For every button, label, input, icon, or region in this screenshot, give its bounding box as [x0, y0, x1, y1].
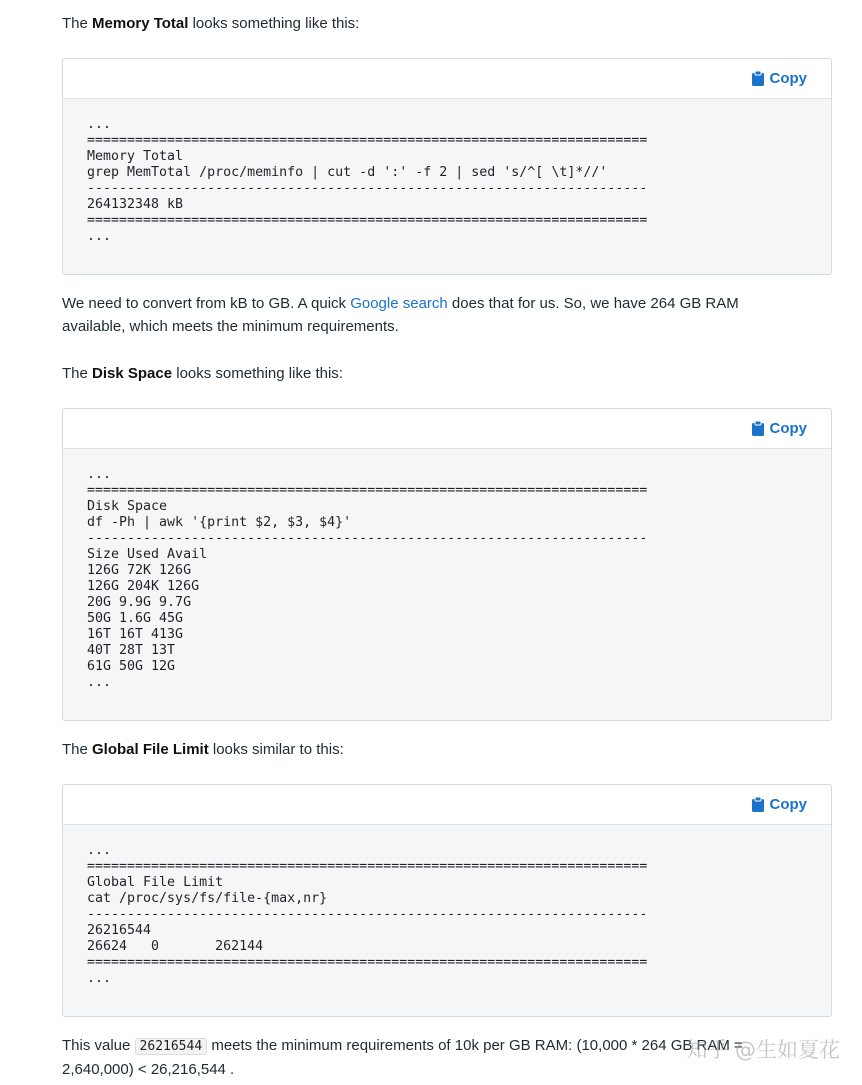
- memory-code-block: [62, 58, 832, 275]
- final-paragraph: This value 26216544 meets the minimum requirements of 10k per GB RAM: (10,000 * 264 GB RAM = 2,640,000) < 26,216,544 .: [62, 1037, 743, 1078]
- clipboard-icon: [752, 71, 764, 86]
- copy-label: Copy: [769, 420, 807, 437]
- disk-space-intro: The Disk Space looks something like this:: [62, 365, 343, 382]
- inline-code-value: 26216544: [135, 1038, 208, 1055]
- memory-total-intro: The Memory Total looks something like this:: [62, 15, 360, 32]
- code-disk-content: ... ====================================================================== Disk Space df -Ph | awk '{print $2, $3, $4}' ---------------------------------------------------------------------- Size Used Avail 126G 72K 126G 126G 204K 126G 20G 9.9G 9.7G 50G 1.6G 45G 16T 16T 413G 40T 28T 13T 61G 50G 12G ...: [87, 467, 648, 690]
- file-limit-intro: The Global File Limit looks similar to this:: [62, 741, 344, 758]
- code-toolbar: [63, 785, 831, 825]
- file-limit-term: Global File Limit: [92, 741, 209, 758]
- clipboard-icon: [752, 797, 764, 812]
- code-toolbar: [63, 59, 831, 99]
- copy-button-file-limit[interactable]: [752, 796, 808, 813]
- code-file-limit-content: ... ====================================================================== Global File Limit cat /proc/sys/fs/file-{max,nr} ---------------------------------------------------------------------- 26216544 26624 0 262144 ====================================================================== ...: [87, 843, 648, 986]
- copy-button-memory[interactable]: [752, 70, 808, 87]
- code-toolbar: [63, 409, 831, 449]
- clipboard-icon: [752, 421, 764, 436]
- convert-paragraph: We need to convert from kB to GB. A quick Google search does that for us. So, we have 264 GB RAM available, which meets the minimum requirements.: [62, 295, 739, 335]
- copy-label: Copy: [769, 796, 807, 813]
- copy-button-disk[interactable]: [752, 420, 808, 437]
- watermark: 知乎 @生如夏花: [686, 1038, 840, 1062]
- google-search-link[interactable]: Google search: [350, 295, 448, 312]
- disk-code-block: [62, 408, 832, 721]
- disk-space-term: Disk Space: [92, 365, 173, 382]
- copy-label: Copy: [769, 70, 807, 87]
- memory-total-term: Memory Total: [92, 15, 189, 32]
- code-memory-content: ... ====================================================================== Memory Total grep MemTotal /proc/meminfo | cut -d ':' -f 2 | sed 's/^[ \t]*//' ---------------------------------------------------------------------- 264132348 kB ====================================================================== ...: [87, 117, 648, 244]
- file-limit-code-block: [62, 784, 832, 1017]
